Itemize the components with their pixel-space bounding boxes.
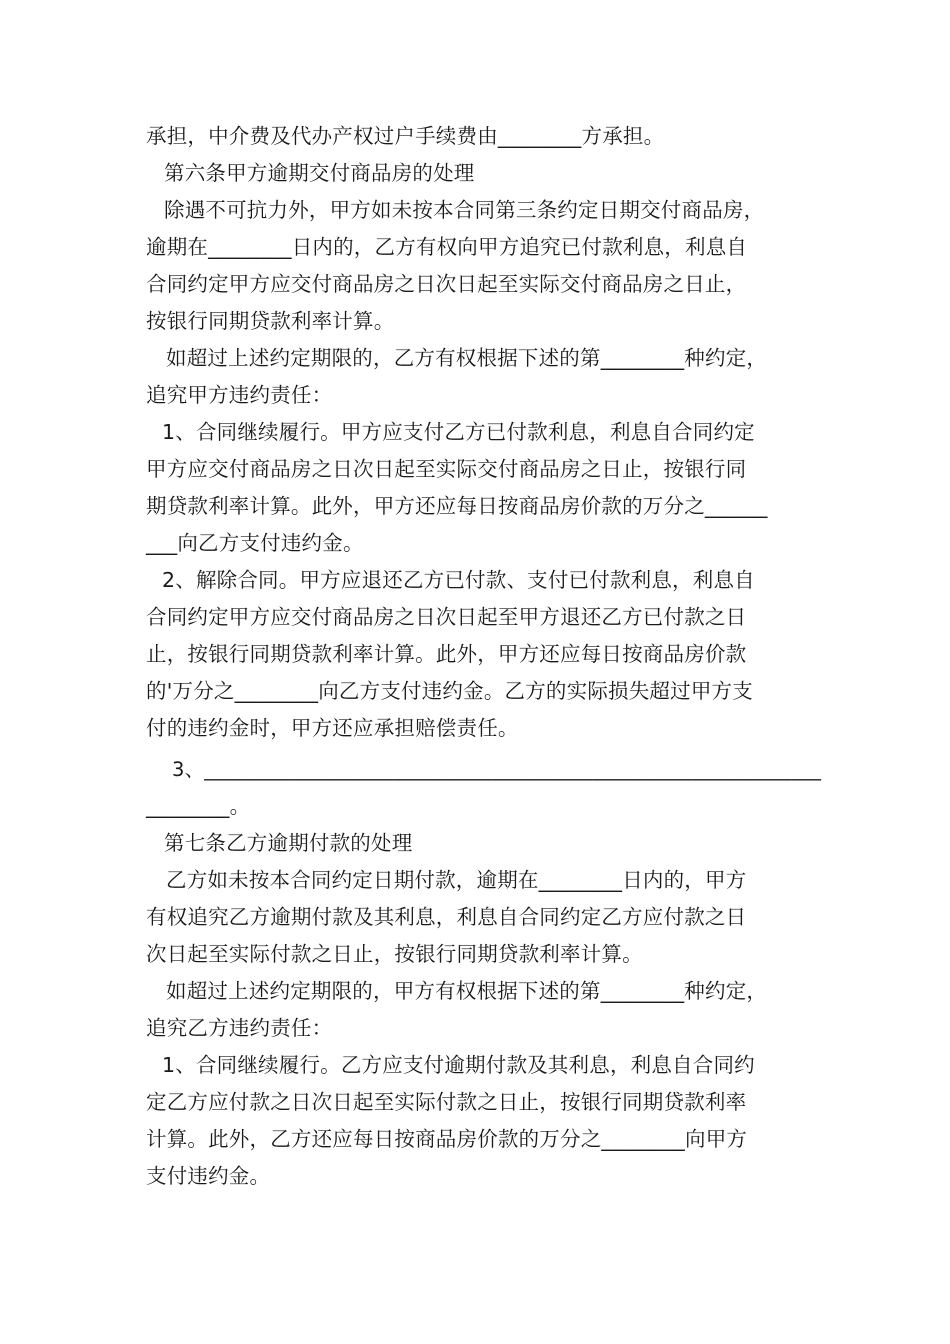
text-line: 期贷款利率计算。此外，甲方还应每日按商品房价款的万分之______: [146, 494, 768, 518]
text-line: 1、合同继续履行。甲方应支付乙方已付款利息，利息自合同约定: [162, 420, 755, 444]
text-line: 按银行同期贷款利率计算。: [146, 309, 395, 333]
text-line: 合同约定甲方应交付商品房之日次日起至实际交付商品房之日止，: [146, 272, 747, 296]
text-line: 支付违约金。: [146, 1164, 271, 1188]
text-line: 甲方应交付商品房之日次日起至实际交付商品房之日止，按银行同: [146, 457, 747, 481]
text-line: 的'万分之________向乙方支付违约金。乙方的实际损失超过甲方支: [146, 679, 753, 703]
text-line: 如超过上述约定期限的，乙方有权根据下述的第________种约定，: [166, 346, 768, 370]
text-line: 止，按银行同期贷款利率计算。此外，甲方还应每日按商品房价款: [146, 642, 747, 666]
text-line: 承担，中介费及代办产权过户手续费由________方承担。: [146, 124, 665, 148]
text-line: 合同约定甲方应交付商品房之日次日起至甲方退还乙方已付款之日: [146, 605, 747, 629]
text-line: 3、______________________________________________________________: [172, 758, 822, 781]
text-line: 付的违约金时，甲方还应承担赔偿责任。: [146, 716, 519, 740]
text-line: 追究甲方违约责任：: [146, 383, 333, 407]
text-line: 乙方如未按本合同约定日期付款，逾期在________日内的，甲方: [166, 868, 747, 892]
text-line: 1、合同继续履行。乙方应支付逾期付款及其利息，利息自合同约: [162, 1053, 755, 1077]
text-line: 逾期在________日内的，乙方有权向甲方追究已付款利息，利息自: [146, 235, 748, 259]
text-line: 除遇不可抗力外，甲方如未按本合同第三条约定日期交付商品房，: [164, 198, 765, 222]
text-line: 如超过上述约定期限的，甲方有权根据下述的第________种约定，: [166, 979, 768, 1003]
text-line: 次日起至实际付款之日止，按银行同期贷款利率计算。: [146, 942, 643, 966]
article-7-heading: 第七条乙方逾期付款的处理: [164, 831, 413, 855]
text-line: 计算。此外，乙方还应每日按商品房价款的万分之________向甲方: [146, 1127, 748, 1151]
text-line: 2、解除合同。甲方应退还乙方已付款、支付已付款利息，利息自: [162, 568, 755, 592]
text-line: ___向乙方支付违约金。: [146, 531, 364, 555]
article-6-heading: 第六条甲方逾期交付商品房的处理: [164, 161, 475, 185]
text-line: ________。: [146, 794, 251, 818]
text-line: 定乙方应付款之日次日起至实际付款之日止，按银行同期贷款利率: [146, 1090, 747, 1114]
text-line: 追究乙方违约责任：: [146, 1016, 333, 1040]
text-line: 有权追究乙方逾期付款及其利息，利息自合同约定乙方应付款之日: [146, 905, 747, 929]
